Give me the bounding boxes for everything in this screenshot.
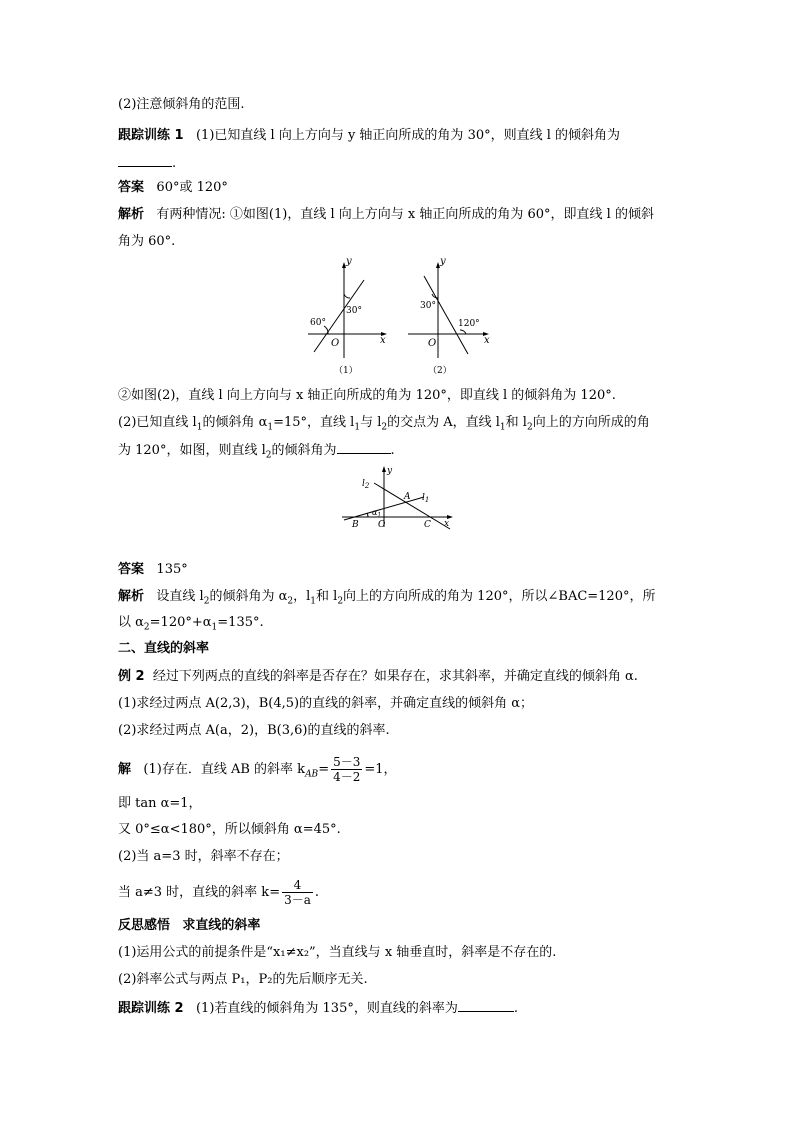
exercise-1-prompt: 跟踪训练 1 (1)已知直线 l 向上方向与 y 轴正向所成的角为 30°，则直线 l 的倾斜角为 (118, 128, 621, 143)
svg-text:y: y (440, 258, 446, 267)
svg-text:O: O (428, 338, 437, 349)
reflection-heading: 反思感悟 求直线的斜率 (118, 918, 261, 933)
solution-angle: 又 0°≤α<180°，所以倾斜角 α=45°. (118, 822, 341, 837)
solution-tan: 即 tan α=1， (118, 796, 202, 811)
answer-1: 答案 60°或 120° (118, 180, 228, 195)
svg-text:l1: $l_1$ (422, 493, 430, 504)
line-range-note: (2)注意倾斜角的范围. (118, 97, 245, 112)
answer-blank (118, 154, 172, 167)
svg-text:C: C (424, 520, 431, 530)
exercise-label: 跟踪训练 1 (118, 128, 184, 143)
svg-text:x: x (484, 335, 490, 346)
svg-text:B: B (352, 520, 359, 530)
slope-fraction: $\frac{5-3}{4-2}$ (333, 755, 361, 784)
reflection-point-2: (2)斜率公式与两点 P₁，P₂的先后顺序无关. (118, 972, 368, 987)
solution-1: 解 (1)存在．直线 AB 的斜率 $k_{AB}=$ $\frac{5-3}{4-2}$ =1， (118, 755, 397, 784)
svg-text:30°: 30° (346, 306, 362, 316)
svg-text:（1）: （1） (334, 366, 358, 376)
figure-2 (404, 258, 494, 376)
figure-3 (340, 463, 456, 533)
example-2-part-2: (2)求经过两点 A(a，2)，B(3,6)的直线的斜率. (118, 723, 390, 738)
svg-text:y: y (387, 466, 393, 476)
svg-text:（2）: （2） (428, 366, 452, 376)
exercise-2-prompt: 跟踪训练 2 (1)若直线的倾斜角为 135°，则直线的斜率为 . (118, 1001, 518, 1016)
analysis-1: 解析 有两种情况: ①如图(1)，直线 l 向上方向与 x 轴正向所成的角为 60°，即直线 l 的倾斜 (118, 207, 654, 222)
svg-text:x: x (380, 335, 386, 346)
svg-text:x: x (444, 519, 450, 529)
analysis-1-case-2: ②如图(2)，直线 l 向上方向与 x 轴正向所成的角为 120°，即直线 l 的倾斜角为 120°. (118, 388, 616, 403)
analysis-2: 解析 设直线 $l_2$的倾斜角为 $\alpha_2$，$l_1$和 $l_2$向上的方向所成的角为 120°，所以∠BAC=120°，所 (118, 589, 656, 607)
figure-1 (306, 258, 388, 376)
solution-2-case-1: (2)当 a=3 时，斜率不存在； (118, 849, 289, 864)
analysis-2-cont: 以 $\alpha_2=120^\circ+\alpha_1=135^\circ$. (118, 615, 264, 633)
svg-text:y: y (346, 258, 352, 267)
svg-text:O: O (378, 520, 386, 530)
reflection-point-1: (1)运用公式的前提条件是“x₁≠x₂”，当直线与 x 轴垂直时，斜率是不存在的. (118, 945, 557, 960)
svg-text:A: A (404, 492, 411, 502)
svg-text:l2: $l_2$ (362, 479, 370, 490)
exercise-1-part-2-cont: 为 120°，如图，则直线 $l_2$的倾斜角为 . (118, 443, 395, 461)
answer-blank (458, 999, 514, 1012)
example-2-part-1: (1)求经过两点 A(2,3)，B(4,5)的直线的斜率，并确定直线的倾斜角 α； (118, 696, 534, 711)
answer-2: 答案 135° (118, 562, 188, 577)
exercise-1-blank-line: . (118, 154, 176, 173)
slope-fraction-2: $\frac{4}{3-a}$ (284, 878, 311, 907)
solution-2-case-2: 当 a≠3 时，直线的斜率 k= $\frac{4}{3-a}$ . (118, 878, 320, 907)
svg-text:O: O (331, 338, 340, 349)
svg-text:60°: 60° (310, 318, 326, 328)
exercise-1-part-2: (2)已知直线 $l_1$的倾斜角 $\alpha_1=15^\circ$，直线 $l_1$与 $l_2$的交点为 A，直线 $l_1$和 $l_2$向上的方向所成的角 (118, 415, 650, 433)
analysis-1-cont: 角为 60°. (118, 234, 176, 249)
svg-text:30°: 30° (420, 301, 436, 311)
example-2-prompt: 例 2 经过下列两点的直线的斜率是否存在？如果存在，求其斜率，并确定直线的倾斜角 α. (118, 669, 638, 684)
section-heading: 二、直线的斜率 (118, 641, 210, 656)
svg-text:120°: 120° (458, 319, 480, 329)
svg-text:α1: $\alpha_1$ (372, 508, 382, 519)
answer-blank (337, 441, 391, 454)
